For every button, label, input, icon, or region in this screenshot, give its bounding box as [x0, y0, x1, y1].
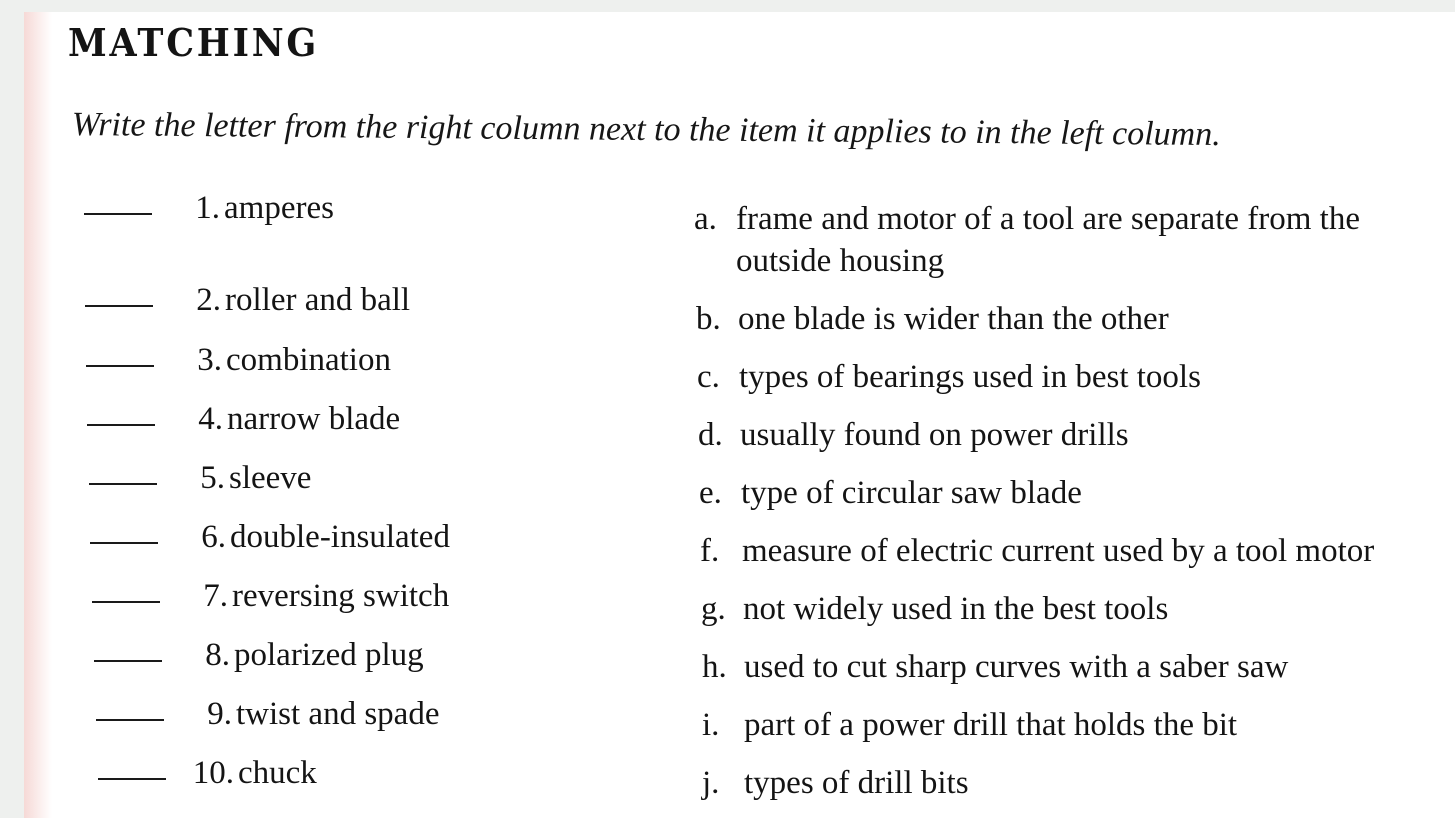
left-item-3	[86, 342, 506, 382]
definition-h	[702, 646, 1402, 688]
definition-letter: h.	[702, 649, 727, 685]
item-term: double-insulated	[230, 519, 450, 555]
item-term: sleeve	[229, 460, 312, 496]
definition-text: types of drill bits	[744, 765, 969, 801]
definition-letter: i.	[702, 707, 720, 743]
definition-text-line1: frame and motor of a tool are separate from the	[736, 201, 1360, 237]
item-term: amperes	[224, 190, 334, 226]
answer-blank-6[interactable]	[90, 542, 158, 544]
item-term: twist and spade	[236, 696, 440, 732]
answer-blank-1[interactable]	[84, 213, 152, 215]
instructions-text: Write the letter from the right column next to the item it applies to in the left column.	[71, 106, 1221, 154]
definition-letter: a.	[694, 201, 717, 237]
definition-letter: g.	[701, 591, 726, 627]
definition-c	[697, 356, 1397, 398]
definition-a	[694, 198, 1454, 284]
definition-text: measure of electric current used by a tool motor	[742, 533, 1375, 569]
definition-letter: f.	[700, 533, 720, 569]
item-number: 1.	[195, 190, 220, 226]
definition-text-line2: outside housing	[736, 243, 945, 279]
item-number: 3.	[197, 342, 222, 378]
page-edge-shadow	[24, 12, 52, 818]
definition-b	[696, 298, 1396, 340]
definition-letter: j.	[702, 765, 720, 801]
answer-blank-2[interactable]	[85, 305, 153, 307]
left-item-5	[89, 460, 509, 500]
item-term: roller and ball	[225, 282, 411, 318]
item-number: 6.	[201, 519, 226, 555]
definition-text: type of circular saw blade	[741, 475, 1082, 511]
definition-text: one blade is wider than the other	[738, 301, 1169, 337]
definition-text: part of a power drill that holds the bit	[744, 707, 1238, 743]
left-item-2	[85, 282, 505, 322]
definition-letter: d.	[698, 417, 723, 453]
item-term: chuck	[238, 755, 317, 791]
left-item-7	[92, 578, 512, 618]
left-item-6	[90, 519, 510, 559]
definition-g	[701, 588, 1401, 630]
left-item-10	[98, 755, 518, 795]
answer-blank-10[interactable]	[98, 778, 166, 780]
page-title: MATCHING	[68, 20, 320, 65]
left-item-1	[84, 190, 504, 230]
definition-letter: b.	[696, 301, 721, 337]
definition-text: types of bearings used in best tools	[739, 359, 1201, 395]
definition-text: used to cut sharp curves with a saber saw	[744, 649, 1289, 685]
item-number: 2.	[196, 282, 221, 318]
definition-d	[698, 414, 1398, 456]
item-number: 10.	[192, 755, 234, 791]
item-number: 7.	[203, 578, 228, 614]
item-term: narrow blade	[227, 401, 401, 437]
definition-j	[702, 762, 1402, 804]
left-item-4	[87, 401, 507, 441]
item-term: polarized plug	[234, 637, 424, 673]
item-number: 4.	[198, 401, 223, 437]
definition-e	[699, 472, 1399, 514]
item-number: 5.	[200, 460, 225, 496]
definition-letter: e.	[699, 475, 722, 511]
definition-text: usually found on power drills	[740, 417, 1129, 453]
item-number: 9.	[207, 696, 232, 732]
item-number: 8.	[205, 637, 230, 673]
definition-letter: c.	[697, 359, 720, 395]
left-item-9	[96, 696, 516, 736]
definition-f	[700, 530, 1450, 572]
item-term: combination	[226, 342, 391, 378]
answer-blank-3[interactable]	[86, 365, 154, 367]
answer-blank-9[interactable]	[96, 719, 164, 721]
answer-blank-4[interactable]	[87, 424, 155, 426]
definition-i	[702, 704, 1402, 746]
left-item-8	[94, 637, 514, 677]
worksheet-page	[24, 12, 1455, 818]
definition-text: not widely used in the best tools	[743, 591, 1169, 627]
answer-blank-7[interactable]	[92, 601, 160, 603]
item-term: reversing switch	[232, 578, 450, 614]
answer-blank-8[interactable]	[94, 660, 162, 662]
answer-blank-5[interactable]	[89, 483, 157, 485]
